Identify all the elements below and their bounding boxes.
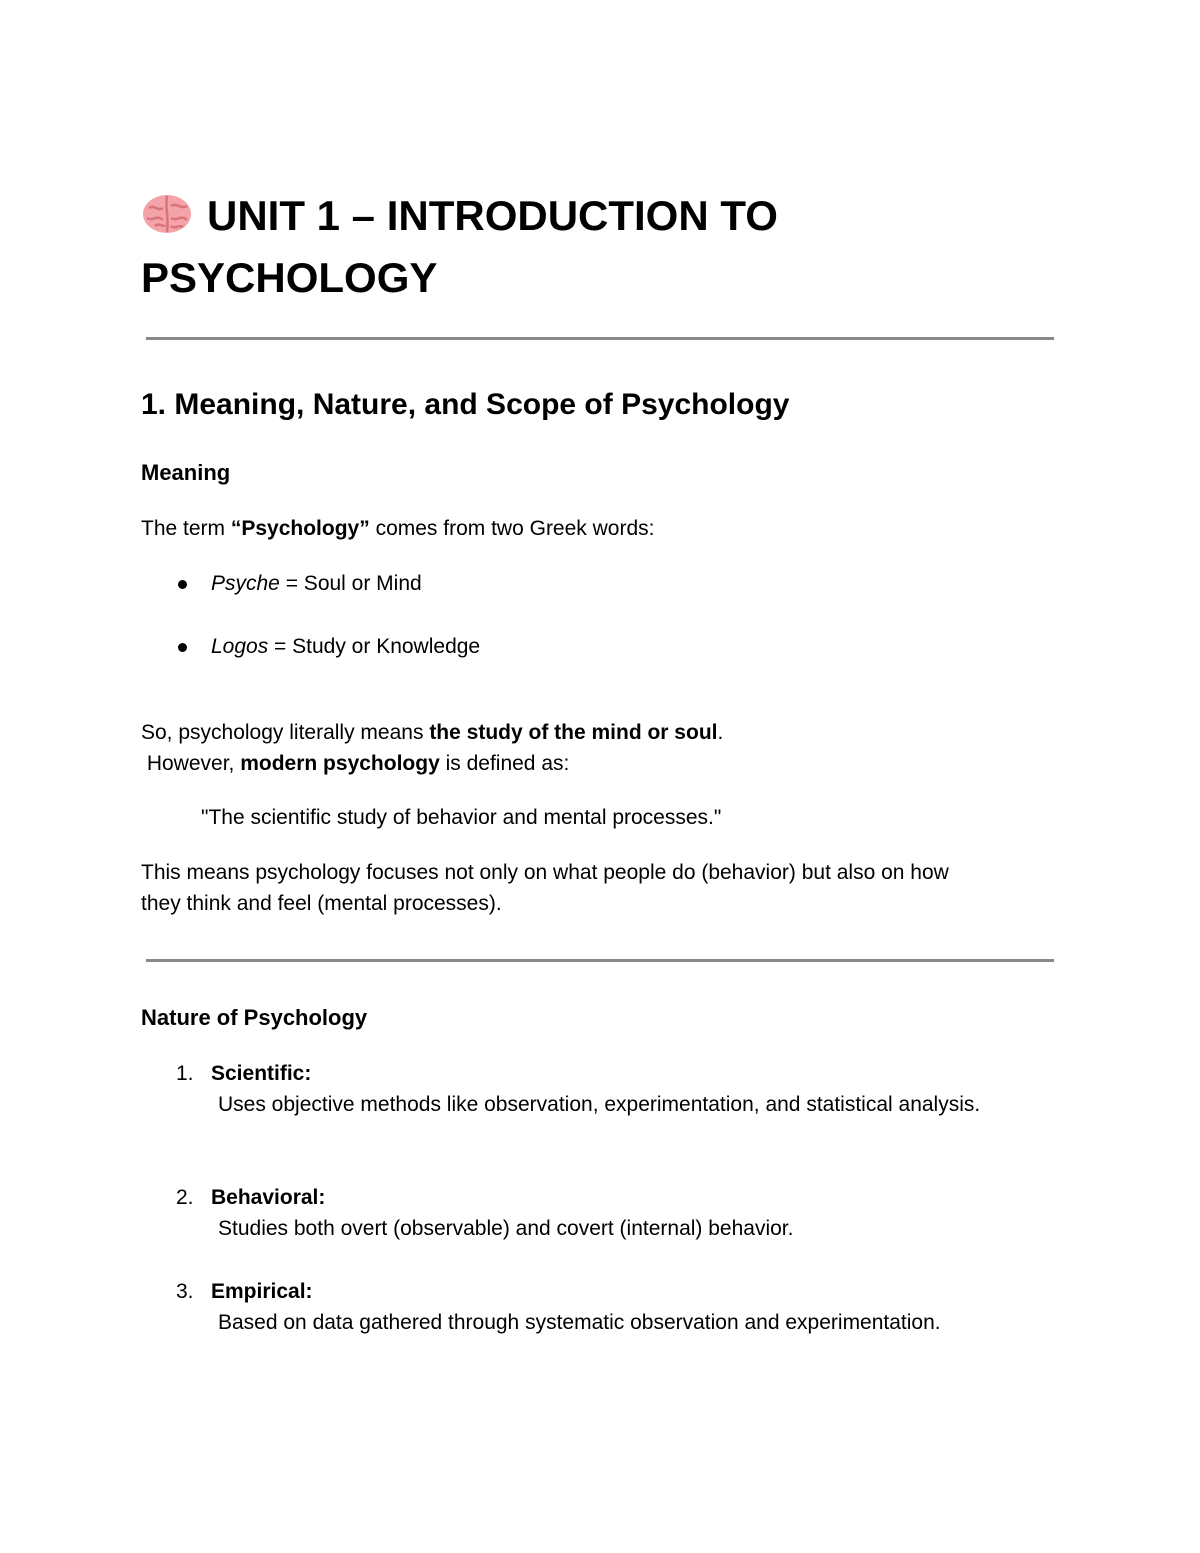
list-number: 2.	[176, 1186, 194, 1209]
meaning-intro: The term “Psychology” comes from two Greek words:	[141, 517, 655, 540]
list-item-title: Empirical:	[211, 1280, 313, 1303]
modern-definition-intro: However, modern psychology is defined as:	[141, 752, 570, 775]
page-title	[141, 188, 1061, 306]
nature-heading: Nature of Psychology	[141, 1005, 368, 1030]
meaning-heading: Meaning	[141, 460, 231, 485]
list-item: Logos = Study or Knowledge	[211, 635, 481, 658]
definition-quote: "The scientific study of behavior and mental processes."	[201, 806, 722, 829]
literal-meaning: So, psychology literally means the study of the mind or soul.	[141, 721, 724, 744]
list-item: Psyche = Soul or Mind	[211, 572, 422, 595]
list-item-title: Scientific:	[211, 1062, 312, 1085]
explanation-line-2: they think and feel (mental processes).	[141, 892, 502, 915]
horizontal-rule	[146, 959, 1054, 962]
bullet-dot	[178, 643, 187, 652]
brain-icon	[141, 192, 193, 250]
list-item-description: Studies both overt (observable) and covert (internal) behavior.	[218, 1217, 794, 1240]
list-number: 3.	[176, 1280, 194, 1303]
list-number: 1.	[176, 1062, 194, 1085]
list-item-description: Uses objective methods like observation, experimentation, and statistical analysis.	[218, 1093, 981, 1116]
page-title-text: UNIT 1 – INTRODUCTION TO PSYCHOLOGY	[141, 192, 778, 301]
list-item-description: Based on data gathered through systematic observation and experimentation.	[218, 1311, 941, 1334]
bullet-dot	[178, 580, 187, 589]
horizontal-rule	[146, 337, 1054, 340]
explanation-line-1: This means psychology focuses not only on what people do (behavior) but also on how	[141, 861, 949, 884]
list-item-title: Behavioral:	[211, 1186, 326, 1209]
section-heading: 1. Meaning, Nature, and Scope of Psychology	[141, 388, 790, 421]
